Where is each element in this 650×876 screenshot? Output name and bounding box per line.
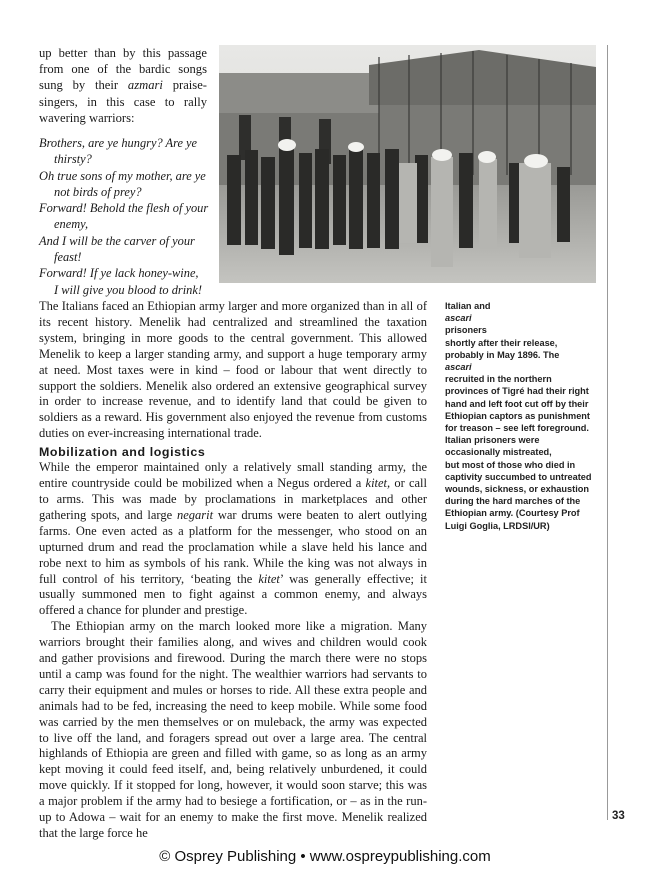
caption-line: for treason – see left foreground. [445,423,589,434]
poem-line: Forward! If ye lack honey-wine, [39,266,199,281]
caption-line: hand and left foot cut off by their [445,398,589,409]
text-run: or call to arms. This was made by proclamations in marketplaces and other gathering spots, and large [39,476,427,522]
caption-line: probably in May 1896. The [445,349,560,360]
term-negarit: negarit [176,507,214,522]
poem-line: not birds of prey? [54,184,142,199]
margin-rule [607,45,608,820]
term-kitet: kitet, [365,476,391,491]
caption-line: shortly after their release, [445,337,558,348]
term-kitet: kitet [258,571,280,586]
main-text-column [39,299,427,842]
poem-line: feast! [54,250,82,265]
caption-term: ascari [445,362,472,373]
text-run: war drums were beaten to alert outlying farms. One even acted as a platform for the messenger, who stood on an upturned drum and read the proclamation while a slave held his lance and robe next to him as symbols of his rank. While the king was not always in full control of his territory, ‘beating the [39,507,427,586]
photo-image [219,45,596,283]
intro-paragraph [39,45,207,126]
caption-line: Luigi Goglia, LRDSI/UR) [445,520,550,531]
caption-text: prisoners [445,325,487,336]
section-heading: Mobilization and logistics [39,445,206,460]
intro-text: up better than by this passage from one of the bardic songs sung by their [39,46,207,93]
poem-line: I will give you blood to drink! [54,282,202,297]
caption-line: Italian prisoners were [445,435,540,446]
text-run: While the emperor maintained only a relatively small standing army, the entire countryside could be mobilized when a Negus ordered a [39,460,427,491]
caption-line: provinces of Tigré had their right [445,386,589,397]
paragraph [39,460,427,619]
poem-line: enemy, [54,217,89,232]
caption-line: captivity succumbed to untreated [445,471,592,482]
poem-line: And I will be the carver of your [39,233,195,248]
poem-line: Oh true sons of my mother, are ye [39,168,206,183]
caption-line: but most of those who died in [445,459,576,470]
photo-caption [445,300,605,532]
paragraph: The Ethiopian army on the march looked more like a migration. Many warriors brought their families along, and wives and children would cook and gather provisions and firewood. During the march there were no stops until a camp was found for the night. The wealthier warriors had servants to carry their equipment and mules or horses to ride. All these extra people and animals had to be fed, increasing the need to keep mobile. While some food was carried by the men themselves or on muleback, the army was expected to live off the land, and foragers spread out over a large area. The central highlands of Ethiopia are green and filled with game, so as long as an army kept moving it could feed itself, and, being relatively unburdened, it could move quickly. If it stopped for long, however, it would soon starve; this was a major problem if the army had to besiege a fortification, or – as in the run-up to Adowa – wait for an enemy to make the first move. Menelik realized that the large force he [39,619,427,840]
intro-term: azmari [127,78,163,93]
caption-line: Ethiopian army. (Courtesy Prof [445,508,580,519]
poem [39,135,211,298]
caption-text: Italian and [445,301,491,311]
intro-text-2: praise-singers, in this case to rally wavering warriors: [39,78,207,125]
caption-line: occasionally mistreated, [445,447,552,458]
caption-line [445,300,605,337]
caption-line: wounds, sickness, or exhaustion [445,484,589,495]
page-number: 33 [612,810,625,822]
caption-line: during the hard marches of the [445,496,581,507]
caption-line: Ethiopian captors as punishment [445,410,590,421]
paragraph: The Italians faced an Ethiopian army larger and more organized than in all of its recent history. Menelik had centralized and streamlined the taxation system, bringing in more goods to the central government. This allowed Menelik to keep a larger standing army, and support a huge temporary army at need. Most taxes were in kind – food or labour that went directly to support the soldiers. Menelik also ordered an extensive geographical survey in order to increase revenue, and to identify land that could be given to soldiers as a reward. His government also enjoyed the revenue from customs duties on ever-increasing international trade. [39,299,427,441]
text-run: ’ was generally effective; it usually summoned men to fight against a common enemy, and always offered a chance for plunder and prestige. [39,571,427,618]
publisher-footer: © Osprey Publishing • www.ospreypublishing.com [159,848,491,865]
prisoners-photograph [219,45,596,283]
poem-line: thirsty? [54,152,92,167]
caption-text: recruited in the northern [445,374,552,385]
poem-line: Forward! Behold the flesh of your [39,201,209,216]
caption-term: ascari [445,313,472,324]
poem-line: Brothers, are ye hungry? Are ye [39,136,198,150]
caption-line [445,361,605,385]
